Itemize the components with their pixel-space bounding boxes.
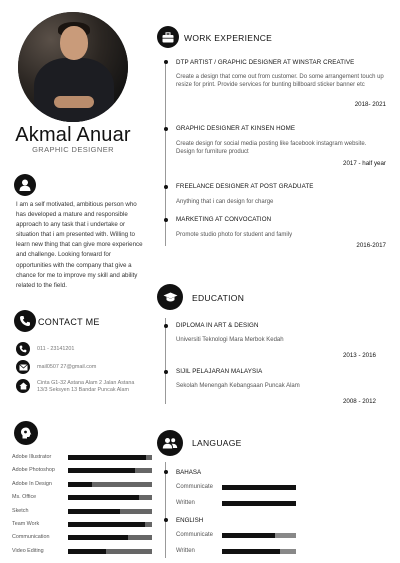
written-label: Written <box>176 548 195 554</box>
education-school: Universiti Teknologi Mara Merbok Kedah <box>176 337 284 343</box>
phone-icon <box>14 310 36 332</box>
skill-bar-fill <box>68 482 92 487</box>
contact-email[interactable]: mail0507 27@gmail.com <box>37 364 97 370</box>
skill-label: Communication <box>12 534 50 541</box>
skill-bar-fill <box>68 455 146 460</box>
timeline-dot <box>164 185 168 189</box>
skill-label: Adobe In Design <box>12 480 52 487</box>
job-description: Promote studio photo for student and family <box>176 232 293 238</box>
communicate-label: Communicate <box>176 484 214 490</box>
education-school: Sekolah Menengah Kebangsaan Puncak Alam <box>176 383 300 389</box>
skill-bar <box>68 509 152 514</box>
education-title: DIPLOMA IN ART & DESIGN <box>176 322 259 329</box>
job-period: 2018- 2021 <box>354 101 386 108</box>
skill-row <box>12 534 144 544</box>
timeline-dot <box>164 370 168 374</box>
skill-bar <box>68 522 152 527</box>
communicate-bar-fill <box>222 533 275 538</box>
communicate-label: Communicate <box>176 532 214 538</box>
skill-row <box>12 508 144 518</box>
graduation-cap-icon <box>157 284 183 310</box>
job-title: DTP ARTIST / GRAPHIC DESIGNER AT WINSTAR CREATIVE <box>176 59 355 66</box>
language-name: ENGLISH <box>176 517 204 524</box>
written-bar-fill <box>222 549 280 554</box>
language-timeline-line <box>165 462 166 558</box>
written-bar-fill <box>222 501 296 506</box>
contact-address-line2: 13/3 Seksyen 13 Bandar Puncak Alam <box>37 387 129 393</box>
skill-bar <box>68 455 152 460</box>
timeline-dot <box>164 127 168 131</box>
skill-row <box>12 454 144 464</box>
skill-row <box>12 481 144 491</box>
skill-row <box>12 467 144 477</box>
job-title: GRAPHIC DESIGNER AT KINSEN HOME <box>176 125 296 132</box>
skill-bar <box>68 549 152 554</box>
written-bar <box>222 549 296 554</box>
skill-label: Video Editing <box>12 547 44 554</box>
skill-label: Sketch <box>12 507 29 514</box>
contact-phone[interactable]: 011 - 23141201 <box>37 346 75 352</box>
users-icon <box>157 430 183 456</box>
profile-title: GRAPHIC DESIGNER <box>32 145 114 154</box>
mail-icon <box>16 360 30 374</box>
job-description: Anything that i can design for charge <box>176 199 274 205</box>
skill-bar <box>68 495 152 500</box>
briefcase-icon <box>157 26 179 48</box>
skill-bar <box>68 482 152 487</box>
language-name: BAHASA <box>176 469 202 476</box>
skill-bar-fill <box>68 509 120 514</box>
skill-bar <box>68 535 152 540</box>
skill-label: Adobe Illustrator <box>12 454 52 460</box>
education-title: SIJIL PELAJARAN MALAYSIA <box>176 368 263 375</box>
skill-bar-fill <box>68 495 139 500</box>
skill-bar-fill <box>68 549 106 554</box>
job-description: Create design for social media posting like facebook instagram website. Design for furniture product <box>176 141 367 156</box>
timeline-dot <box>164 470 168 474</box>
user-icon <box>14 174 36 196</box>
timeline-dot <box>164 218 168 222</box>
skill-label: Team Work <box>12 521 40 527</box>
skill-bar-fill <box>68 522 145 527</box>
job-period: 2017 - half year <box>343 160 386 167</box>
skill-row <box>12 548 144 558</box>
contact-heading: CONTACT ME <box>38 317 100 327</box>
work-heading: WORK EXPERIENCE <box>184 33 273 43</box>
education-timeline-line <box>165 318 166 404</box>
timeline-dot <box>164 60 168 64</box>
skill-bar <box>68 468 152 473</box>
profile-photo <box>18 12 128 122</box>
timeline-dot <box>164 324 168 328</box>
skill-row <box>12 494 144 504</box>
job-description: Create a design that come out from customer. Do some arrangement touch up resize for print. Provide services for bunting billboard sticker banner etc <box>176 74 384 89</box>
communicate-bar <box>222 485 296 490</box>
contact-address-line1: Cinta G1-32 Astana Alam 2 Jalan Astana <box>37 380 135 386</box>
job-title: MARKETING AT CONVOCATION <box>176 216 272 223</box>
communicate-bar <box>222 533 296 538</box>
home-icon <box>16 379 30 393</box>
education-heading: EDUCATION <box>192 293 245 303</box>
skill-bar-fill <box>68 535 128 540</box>
skill-bar-fill <box>68 468 135 473</box>
language-heading: LANGUAGE <box>192 438 242 448</box>
skill-row <box>12 521 144 531</box>
phone-small-icon <box>16 342 30 356</box>
written-bar <box>222 501 296 506</box>
job-title: FREELANCE DESIGNER AT POST GRADUATE <box>176 183 314 190</box>
communicate-bar-fill <box>222 485 296 490</box>
education-period: 2013 - 2016 <box>342 352 376 359</box>
job-period: 2016-2017 <box>356 242 386 249</box>
skill-label: Ms. Office <box>12 494 37 501</box>
timeline-dot <box>164 518 168 522</box>
about-text: I am a self motivated, ambitious person who has developed a mature and responsible approach to any task that i undertake or situation that i am presented with. Willing to learn new thing that can give more experience and challenge. Looking forward for opportunities with the company that give a chance for me to improve my skill and ability related to the field. <box>16 201 143 289</box>
skill-label: Adobe Photoshop <box>12 467 55 474</box>
profile-name: Akmal Anuar <box>15 124 131 146</box>
written-label: Written <box>176 500 195 506</box>
education-period: 2008 - 2012 <box>342 398 376 405</box>
brain-icon <box>14 421 38 445</box>
